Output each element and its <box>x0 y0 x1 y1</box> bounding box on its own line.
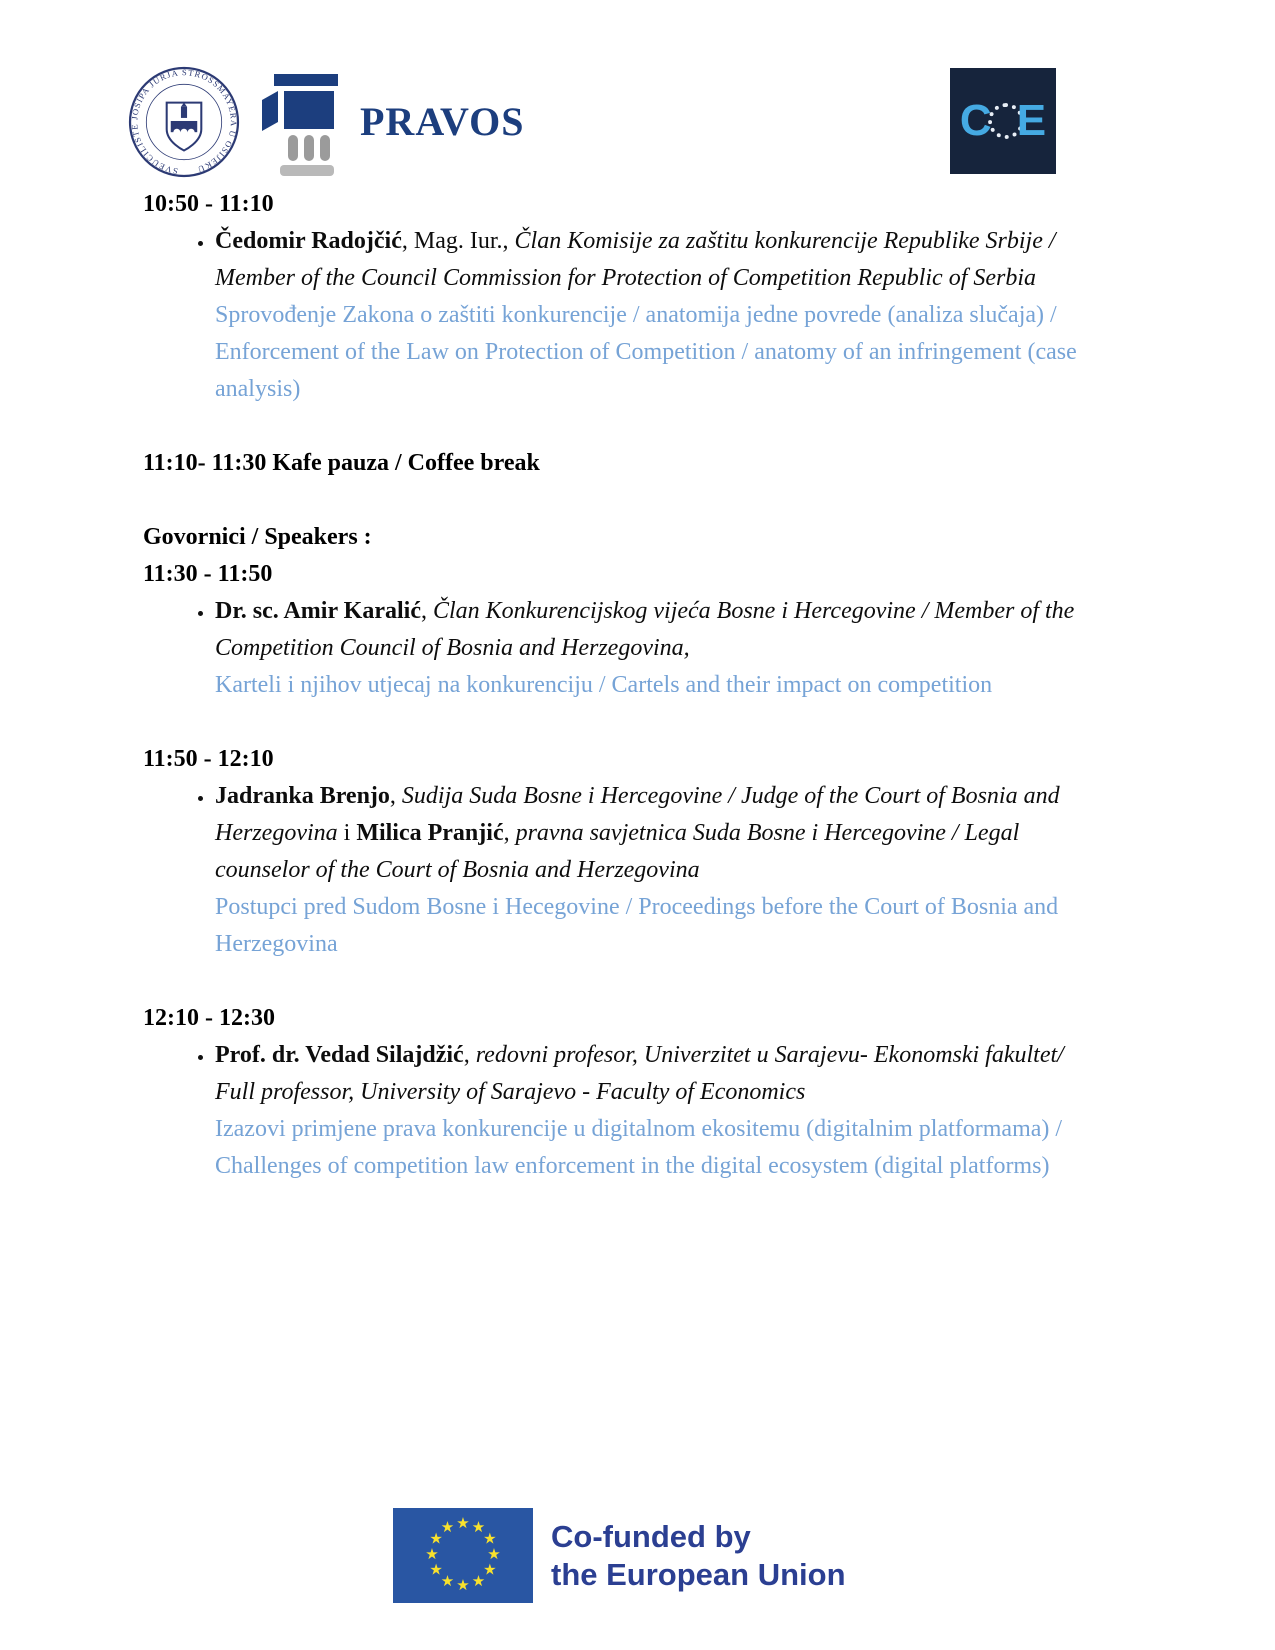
header-logos <box>0 0 1275 185</box>
eu-star-icon: ★ <box>483 1529 497 1547</box>
speaker-affiliation: Sudija Suda Bosne i Hercegovine / Judge of the Court of Bosnia and Herzegovina <box>215 783 1060 846</box>
eu-star-icon: ★ <box>429 1560 443 1578</box>
seal-ring-text: SVEUČILIŠTE JOSIPA JURJA STROSSMAYERA U OSIJEKU <box>130 68 238 176</box>
eu-star-icon: ★ <box>456 1575 470 1594</box>
session-topic: Postupci pred Sudom Bosne i Hecegovine / Proceedings before the Court of Bosnia and Herzegovina <box>215 894 1059 957</box>
session-time: 12:10 - 12:30 <box>143 1005 275 1031</box>
eu-star-icon: ★ <box>440 1517 455 1536</box>
speaker-conjunction: i <box>337 820 357 846</box>
eu-funding-text <box>551 1518 846 1594</box>
session-block <box>143 741 1093 963</box>
speaker-item <box>215 778 1093 963</box>
session-time: 10:50 - 11:10 <box>143 191 274 217</box>
pravos-logo <box>262 72 525 176</box>
cce-letter-c: C <box>959 96 992 145</box>
eu-star-icon: ★ <box>456 1513 470 1532</box>
speaker-affiliation: Član Konkurencijskog vijeća Bosne i Hercegovine / Member of the Competition Council of Bosnia and Herzegovina, <box>215 598 1075 661</box>
eu-star-icon: ★ <box>425 1544 439 1563</box>
speaker-separator: , <box>503 820 516 846</box>
pravos-wordmark: PRAVOS <box>360 98 525 144</box>
pravos-building-icon <box>262 72 348 176</box>
speaker-name: Jadranka Brenjo <box>215 783 390 809</box>
speakers-label-text: Govornici / Speakers : <box>143 524 372 550</box>
university-seal-logo <box>128 66 240 178</box>
speaker-separator: , <box>463 1042 476 1068</box>
eu-star-icon: ★ <box>483 1560 497 1578</box>
session-block <box>143 1000 1093 1185</box>
eu-star-icon: ★ <box>429 1529 443 1547</box>
program-content <box>143 186 1093 1222</box>
session-time: 11:30 - 11:50 <box>143 561 273 587</box>
eu-flag-icon <box>393 1508 533 1603</box>
session-topic: Karteli i njihov utjecaj na konkurenciju / Cartels and their impact on competition <box>215 672 993 698</box>
eu-funding-line1: Co-funded by <box>551 1518 751 1554</box>
speakers-label <box>143 519 1093 556</box>
eu-star-icon: ★ <box>440 1571 455 1590</box>
speaker-name: Čedomir Radojčić <box>215 228 402 254</box>
session-topic: Izazovi primjene prava konkurencije u digitalnom ekositemu (digitalnim platformama) / Challenges of competition law enforcement in the digital ecosystem (digital platforms) <box>215 1116 1063 1179</box>
speaker-separator: , <box>420 598 433 624</box>
eu-star-icon: ★ <box>487 1544 501 1563</box>
speaker-affiliation: redovni profesor, Univerzitet u Sarajevu- Ekonomski fakultet/ Full professor, University of Sarajevo - Faculty of Economics <box>215 1042 1064 1105</box>
speaker-name: Dr. sc. Amir Karalić <box>215 598 421 624</box>
eu-star-icon: ★ <box>471 1517 486 1536</box>
eu-star-icon: ★ <box>471 1571 486 1590</box>
speaker-affiliation: Član Komisije za zaštitu konkurencije Republike Srbije / Member of the Council Commission for Protection of Competition Republic of Serbia <box>215 228 1056 291</box>
speaker-name: Prof. dr. Vedad Silajdžić <box>215 1042 464 1068</box>
cce-letter-e: E <box>1016 96 1047 145</box>
session-block <box>143 556 1093 704</box>
eu-cofunded-logo <box>393 1508 846 1603</box>
speaker-item <box>215 1037 1093 1185</box>
coffee-break-text: 11:10- 11:30 Kafe pauza / Coffee break <box>143 450 540 476</box>
speaker-name: Milica Pranjić <box>356 820 504 846</box>
speaker-affiliation: pravna savjetnica Suda Bosne i Hercegovine / Legal counselor of the Court of Bosnia and Herzegovina <box>215 820 1020 883</box>
speaker-separator: , <box>389 783 402 809</box>
session-time: 11:50 - 12:10 <box>143 746 274 772</box>
speaker-item <box>215 593 1093 704</box>
eu-funding-line2: the European Union <box>551 1556 846 1592</box>
session-block <box>143 186 1093 408</box>
session-topic: Sprovođenje Zakona o zaštiti konkurencije / anatomija jedne povrede (analiza slučaja) / Enforcement of the Law on Protection of Competition / anatomy of an infringement (case analysis) <box>215 302 1077 402</box>
cce-logo <box>950 68 1056 174</box>
coffee-break-line <box>143 445 1093 482</box>
speaker-degree: , Mag. Iur., <box>401 228 515 254</box>
speaker-item <box>215 223 1093 408</box>
